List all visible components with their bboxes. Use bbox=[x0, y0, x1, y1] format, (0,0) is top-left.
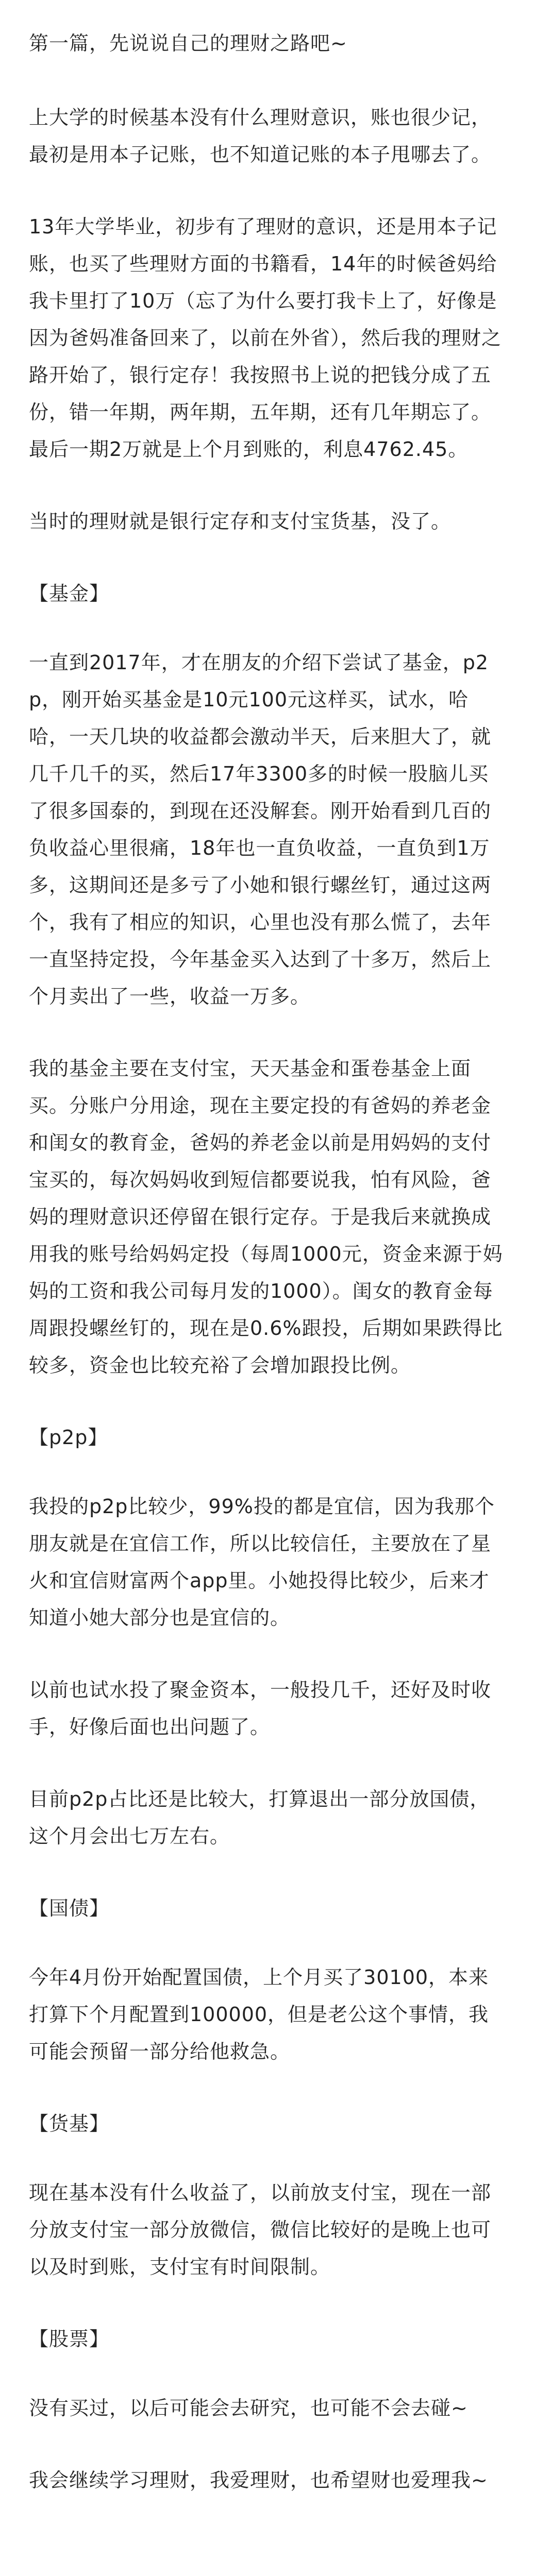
paragraph-p2p-plan: 目前p2p占比还是比较大，打算退出一部分放国债，这个月会出七万左右。 bbox=[29, 1788, 490, 1848]
paragraph-early-finance: 当时的理财就是银行定存和支付宝货基，没了。 bbox=[29, 510, 452, 533]
paragraph-p2p-trial: 以前也试水投了聚金资本，一般投几千，还好及时收手，好像后面也出问题了。 bbox=[29, 1679, 492, 1738]
paragraph-stock: 没有买过，以后可能会去研究，也可能不会去碰~ bbox=[29, 2397, 468, 2419]
paragraph-intro: 上大学的时候基本没有什么理财意识，账也很少记，最初是用本子记账，也不知道记账的本子甩哪去了。 bbox=[29, 106, 492, 166]
section-heading-bond: 【国债】 bbox=[29, 1897, 110, 1920]
paragraph-fund-history: 一直到2017年，才在朋友的介绍下尝试了基金，p2p，刚开始买基金是10元100元这样买，试水，哈哈，一天几块的收益都会激动半天，后来胆大了，就几千几千的买，然后17年3300多的时候一股脑儿买了很多国泰的，到现在还没解套。刚开始看到几百的负收益心里很痛，18年也一直负收益，一直负到1万多，这期间还是多亏了小她和银行螺丝钉，通过这两个，我有了相应的知识，心里也没有那么慌了，去年一直坚持定投，今年基金买入达到了十多万，然后上个月卖出了一些，收益一万多。 bbox=[29, 651, 492, 1008]
paragraph-fund-platforms: 我的基金主要在支付宝，天天基金和蛋卷基金上面买。分账户分用途，现在主要定投的有爸妈的养老金和闺女的教育金，爸妈的养老金以前是用妈妈的支付宝买的，每次妈妈收到短信都要说我，怕有风险，爸妈的理财意识还停留在银行定存。于是我后来就换成用我的账号给妈妈定投（每周1000元，资金来源于妈妈的工资和我公司每月发的1000）。闺女的教育金每周跟投螺丝钉的，现在是0.6%跟投，后期如果跌得比较多，资金也比较充裕了会增加跟投比例。 bbox=[29, 1057, 503, 1377]
section-heading-stock: 【股票】 bbox=[29, 2328, 110, 2350]
section-heading-fund: 【基金】 bbox=[29, 582, 110, 605]
paragraph-bond: 今年4月份开始配置国债，上个月买了30100，本来打算下个月配置到100000，但是老公这个事情，我可能会预留一部分给他救急。 bbox=[29, 1966, 489, 2063]
paragraph-graduation: 13年大学毕业，初步有了理财的意识，还是用本子记账，也买了些理财方面的书籍看，14年的时候爸妈给我卡里打了10万（忘了为什么要打我卡上了，好像是因为爸妈准备回来了，以前在外省），然后我的理财之路开始了，银行定存！我按照书上说的把钱分成了五份，错一年期，两年期，五年期，还有几年期忘了。最后一期2万就是上个月到账的，利息4762.45。 bbox=[29, 215, 502, 461]
paragraph-money-fund: 现在基本没有什么收益了，以前放支付宝，现在一部分放支付宝一部分放微信，微信比较好的是晚上也可以及时到账，支付宝有时间限制。 bbox=[29, 2181, 492, 2278]
article-title: 第一篇，先说说自己的理财之路吧~ bbox=[29, 32, 347, 55]
paragraph-closing: 我会继续学习理财，我爱理财，也希望财也爱理我~ bbox=[29, 2469, 488, 2492]
section-heading-money-fund: 【货基】 bbox=[29, 2112, 110, 2135]
section-heading-p2p: 【p2p】 bbox=[29, 1426, 108, 1449]
paragraph-p2p-yixin: 我投的p2p比较少，99%投的都是宜信，因为我那个朋友就是在宜信工作，所以比较信任，主要放在了星火和宜信财富两个app里。小她投得比较少，后来才知道小她大部分也是宜信的。 bbox=[29, 1495, 495, 1629]
